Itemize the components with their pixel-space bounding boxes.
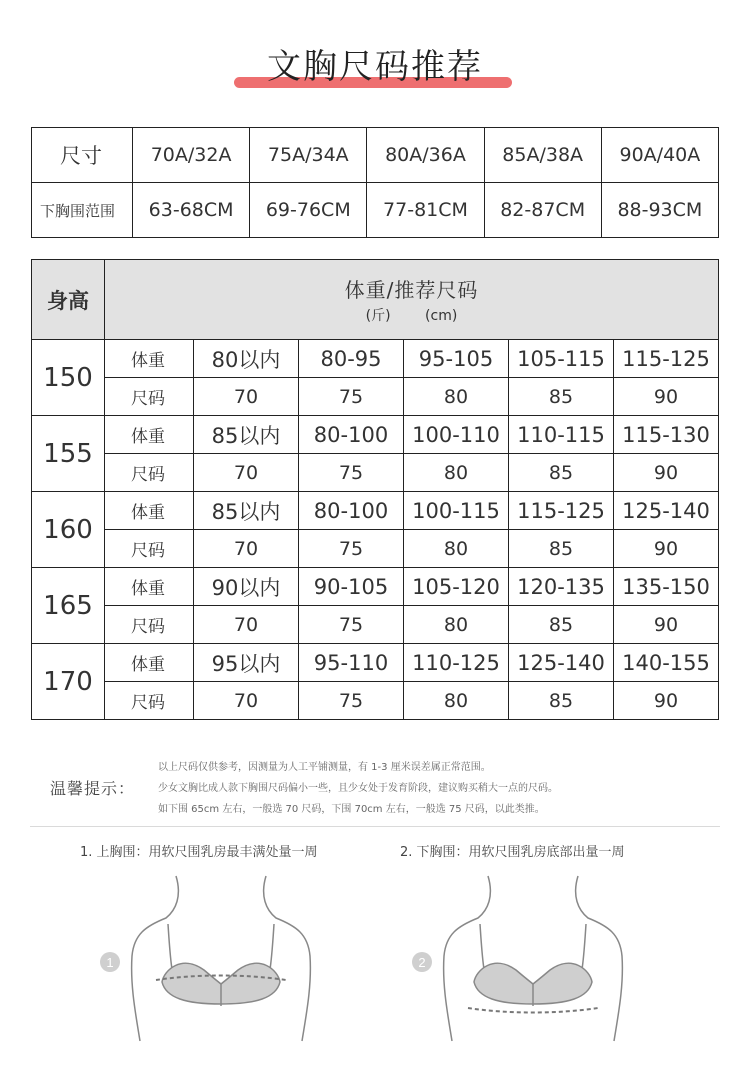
tips-text bbox=[158, 757, 558, 820]
size-cell: 85 bbox=[509, 378, 614, 416]
size-cell: 80 bbox=[404, 530, 509, 568]
size-cell: 90 bbox=[614, 530, 719, 568]
weight-cell: 115-125 bbox=[614, 340, 719, 378]
height-cell: 150 bbox=[32, 340, 105, 416]
divider bbox=[30, 826, 720, 827]
header-main: 体重/推荐尺码 bbox=[344, 278, 479, 302]
table-row bbox=[32, 492, 719, 530]
range-cell: 77-81CM bbox=[367, 183, 484, 238]
range-cell: 63-68CM bbox=[133, 183, 250, 238]
weight-label: 体重 bbox=[105, 644, 194, 682]
weight-cell: 95-110 bbox=[299, 644, 404, 682]
weight-label: 体重 bbox=[105, 492, 194, 530]
size-label: 尺码 bbox=[105, 606, 194, 644]
weight-cell: 90-105 bbox=[299, 568, 404, 606]
size-cell: 85 bbox=[509, 530, 614, 568]
weight-size-header bbox=[105, 260, 719, 340]
table-row bbox=[32, 340, 719, 378]
weight-cell: 80-100 bbox=[299, 492, 404, 530]
size-cell: 90 bbox=[614, 454, 719, 492]
range-label: 下胸围范围 bbox=[32, 183, 133, 238]
weight-cell: 135-150 bbox=[614, 568, 719, 606]
recommendation-table bbox=[31, 259, 719, 720]
size-label: 尺码 bbox=[105, 378, 194, 416]
size-cell: 85 bbox=[509, 454, 614, 492]
weight-label: 体重 bbox=[105, 568, 194, 606]
table-row bbox=[32, 378, 719, 416]
size-cell: 70 bbox=[194, 606, 299, 644]
weight-label: 体重 bbox=[105, 340, 194, 378]
weight-cell: 100-110 bbox=[404, 416, 509, 454]
weight-cell: 100-115 bbox=[404, 492, 509, 530]
size-cell: 80 bbox=[404, 682, 509, 720]
table-header-row bbox=[32, 260, 719, 340]
size-cell: 90A/40A bbox=[601, 128, 718, 183]
title-area bbox=[0, 40, 750, 100]
size-cell: 70 bbox=[194, 454, 299, 492]
weight-cell: 120-135 bbox=[509, 568, 614, 606]
height-header: 身高 bbox=[32, 260, 105, 340]
size-cell: 75A/34A bbox=[250, 128, 367, 183]
range-cell: 82-87CM bbox=[484, 183, 601, 238]
size-cell: 70 bbox=[194, 682, 299, 720]
weight-label: 体重 bbox=[105, 416, 194, 454]
header-units: (斤) (cm) bbox=[365, 308, 458, 324]
step-number: 2 bbox=[418, 955, 426, 970]
weight-cell: 80以内 bbox=[194, 340, 299, 378]
measure-step-2: 2. 下胸围：用软尺围乳房底部出量一周 bbox=[400, 845, 625, 860]
size-label: 尺寸 bbox=[32, 128, 133, 183]
tip-line: 以上尺码仅供参考，因测量为人工平铺测量，有 1-3 厘米误差属正常范围。 bbox=[158, 762, 491, 773]
weight-cell: 115-125 bbox=[509, 492, 614, 530]
under-bust-illustration bbox=[408, 866, 658, 1046]
size-cell: 80 bbox=[404, 454, 509, 492]
range-row bbox=[32, 183, 719, 238]
size-cell: 80A/36A bbox=[367, 128, 484, 183]
table-row bbox=[32, 682, 719, 720]
upper-bust-illustration bbox=[96, 866, 346, 1046]
size-cell: 90 bbox=[614, 606, 719, 644]
height-cell: 155 bbox=[32, 416, 105, 492]
tip-line: 少女文胸比成人款下胸围尺码偏小一些，且少女处于发育阶段，建议购买稍大一点的尺码。 bbox=[158, 783, 558, 794]
size-cell: 75 bbox=[299, 530, 404, 568]
weight-cell: 140-155 bbox=[614, 644, 719, 682]
range-cell: 69-76CM bbox=[250, 183, 367, 238]
size-label: 尺码 bbox=[105, 682, 194, 720]
tip-line: 如下围 65cm 左右，一般选 70 尺码，下围 70cm 左右，一般选 75 尺码，以此类推。 bbox=[158, 804, 545, 815]
weight-cell: 125-140 bbox=[614, 492, 719, 530]
size-cell: 85 bbox=[509, 682, 614, 720]
size-cell: 80 bbox=[404, 378, 509, 416]
weight-cell: 85以内 bbox=[194, 492, 299, 530]
weight-cell: 80-100 bbox=[299, 416, 404, 454]
size-cell: 75 bbox=[299, 606, 404, 644]
weight-cell: 125-140 bbox=[509, 644, 614, 682]
measure-tape bbox=[468, 1008, 598, 1013]
weight-cell: 115-130 bbox=[614, 416, 719, 454]
size-row bbox=[32, 128, 719, 183]
size-cell: 70 bbox=[194, 530, 299, 568]
table-row bbox=[32, 530, 719, 568]
tips-label: 温馨提示： bbox=[50, 779, 136, 798]
page-title: 文胸尺码推荐 bbox=[267, 47, 483, 87]
weight-cell: 85以内 bbox=[194, 416, 299, 454]
size-cell: 85A/38A bbox=[484, 128, 601, 183]
size-label: 尺码 bbox=[105, 530, 194, 568]
weight-cell: 105-115 bbox=[509, 340, 614, 378]
weight-cell: 95-105 bbox=[404, 340, 509, 378]
table-row bbox=[32, 606, 719, 644]
measure-step-1: 1. 上胸围：用软尺围乳房最丰满处量一周 bbox=[80, 845, 318, 860]
height-cell: 160 bbox=[32, 492, 105, 568]
size-cell: 90 bbox=[614, 378, 719, 416]
size-cell: 70A/32A bbox=[133, 128, 250, 183]
size-cell: 75 bbox=[299, 378, 404, 416]
size-cell: 90 bbox=[614, 682, 719, 720]
size-label: 尺码 bbox=[105, 454, 194, 492]
table-row bbox=[32, 644, 719, 682]
height-cell: 165 bbox=[32, 568, 105, 644]
range-cell: 88-93CM bbox=[601, 183, 718, 238]
size-cell: 85 bbox=[509, 606, 614, 644]
weight-cell: 110-115 bbox=[509, 416, 614, 454]
table-row bbox=[32, 416, 719, 454]
weight-cell: 80-95 bbox=[299, 340, 404, 378]
weight-cell: 90以内 bbox=[194, 568, 299, 606]
weight-cell: 105-120 bbox=[404, 568, 509, 606]
size-cell: 80 bbox=[404, 606, 509, 644]
size-range-table bbox=[31, 127, 719, 238]
table-row bbox=[32, 454, 719, 492]
size-cell: 75 bbox=[299, 454, 404, 492]
weight-cell: 110-125 bbox=[404, 644, 509, 682]
height-cell: 170 bbox=[32, 644, 105, 720]
step-number: 1 bbox=[106, 955, 114, 970]
weight-cell: 95以内 bbox=[194, 644, 299, 682]
size-cell: 70 bbox=[194, 378, 299, 416]
size-cell: 75 bbox=[299, 682, 404, 720]
table-row bbox=[32, 568, 719, 606]
